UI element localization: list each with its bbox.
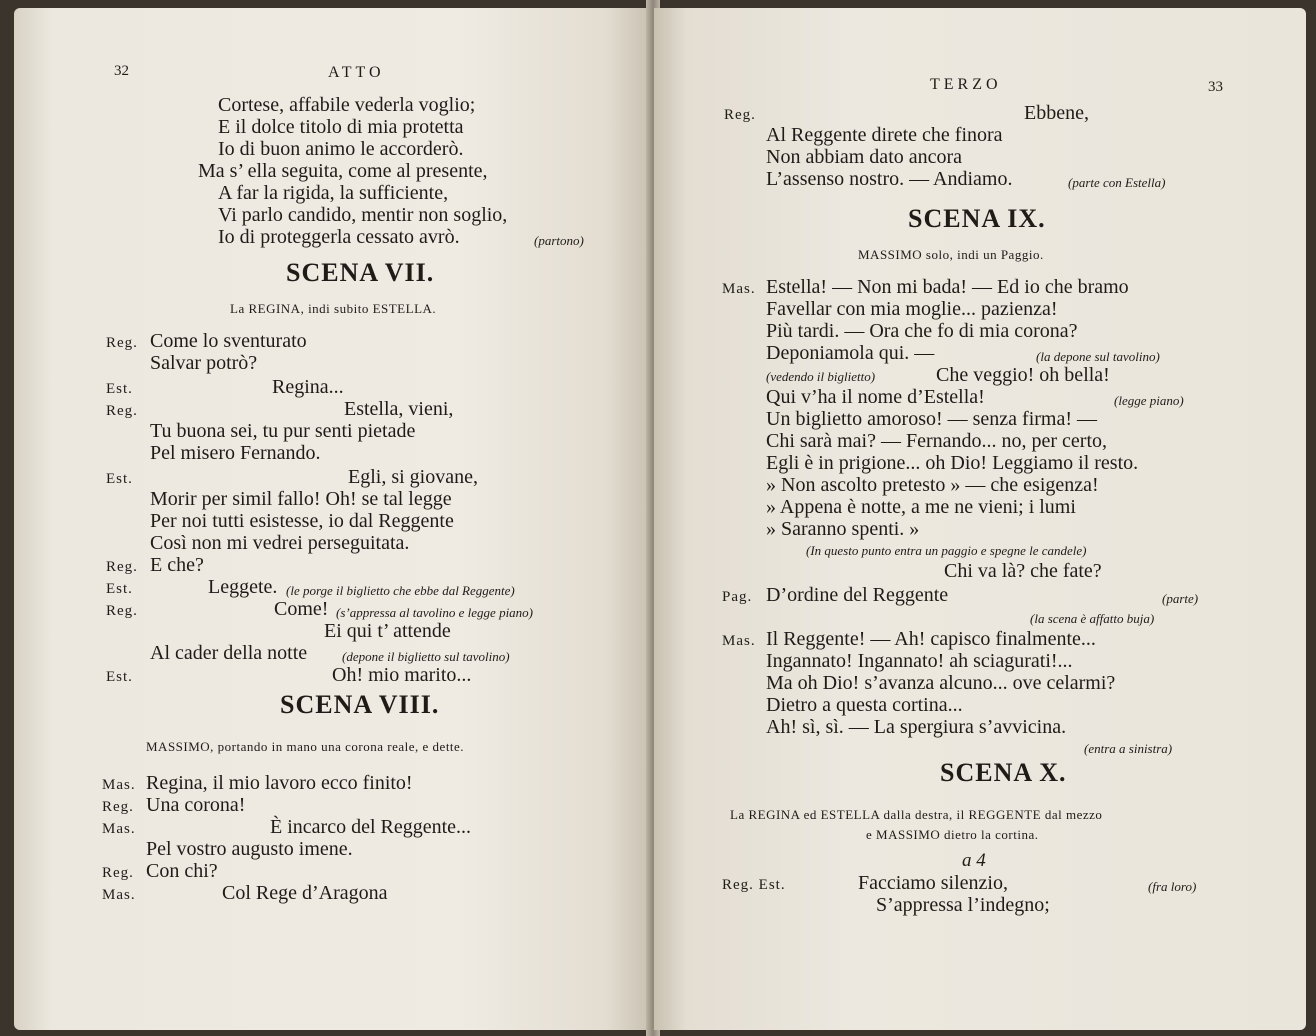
stage-direction: (le porge il biglietto che ebbe dal Reggente) — [286, 583, 515, 598]
scene-cast: MASSIMO, portando in mano una corona reale, e dette. — [146, 739, 465, 754]
verse-line: Deponiamola qui. — — [766, 342, 935, 364]
stage-direction: (la depone sul tavolino) — [1036, 349, 1160, 364]
verse-line: Estella! — Non mi bada! — Ed io che bramo — [766, 276, 1129, 298]
verse-line: Egli, si giovane, — [348, 466, 478, 488]
stage-direction: (la scena è affatto buja) — [1030, 611, 1155, 626]
speaker-label: Mas. — [722, 281, 756, 297]
verse-line: Che veggio! oh bella! — [936, 364, 1110, 386]
left-page — [14, 8, 650, 1030]
stage-direction: (s’appressa al tavolino e legge piano) — [336, 605, 534, 620]
stage-direction: (parte) — [1162, 591, 1199, 606]
speaker-label: Reg. Est. — [722, 877, 786, 893]
verse-line: Pel vostro augusto imene. — [146, 838, 353, 860]
scene-title: SCENA VIII. — [280, 690, 440, 719]
verse-line: Come lo sventurato — [150, 330, 307, 352]
ensemble-marker: a 4 — [962, 850, 986, 871]
speaker-label: Reg. — [102, 865, 134, 881]
verse-line: Io di buon animo le accorderò. — [218, 138, 464, 160]
speaker-label: Est. — [106, 581, 133, 597]
verse-line: Pel misero Fernando. — [150, 442, 321, 464]
verse-line: Per noi tutti esistesse, io dal Reggente — [150, 510, 454, 532]
right-page — [654, 8, 1306, 1030]
verse-line: Ma oh Dio! s’avanza alcuno... ove celarmi? — [766, 672, 1116, 694]
scene-title: SCENA X. — [940, 758, 1067, 787]
running-header-left: ATTO — [328, 64, 385, 81]
speaker-label: Mas. — [102, 821, 136, 837]
verse-line: Tu buona sei, tu pur senti pietade — [150, 420, 416, 442]
verse-line: Una corona! — [146, 794, 246, 816]
verse-line: Regina... — [272, 376, 344, 398]
verse-line: Ei qui t’ attende — [324, 620, 451, 642]
verse-line: L’assenso nostro. — Andiamo. — [766, 168, 1013, 190]
page-number-right: 33 — [1208, 79, 1223, 95]
verse-line: » Saranno spenti. » — [766, 518, 920, 540]
speaker-label: Reg. — [106, 559, 138, 575]
speaker-label: Reg. — [106, 403, 138, 419]
verse-line: Estella, vieni, — [344, 398, 454, 420]
verse-line: Ebbene, — [1024, 102, 1089, 124]
speaker-label: Est. — [106, 669, 133, 685]
running-header-right: TERZO — [930, 76, 1002, 93]
scene-cast: e MASSIMO dietro la cortina. — [866, 827, 1039, 842]
stage-direction: (In questo punto entra un paggio e spegne le candele) — [806, 543, 1087, 558]
stage-direction: (vedendo il biglietto) — [766, 369, 876, 384]
verse-line: Leggete. — [208, 576, 278, 598]
speaker-label: Pag. — [722, 589, 753, 605]
verse-line: È incarco del Reggente... — [270, 816, 472, 838]
verse-line: A far la rigida, la sufficiente, — [218, 182, 449, 204]
verse-line: Cortese, affabile vederla voglio; — [218, 94, 476, 116]
verse-line: Un biglietto amoroso! — senza firma! — — [766, 408, 1098, 430]
verse-line: E che? — [150, 554, 204, 576]
speaker-label: Mas. — [722, 633, 756, 649]
stage-direction: (partono) — [534, 233, 584, 248]
verse-line: Non abbiam dato ancora — [766, 146, 963, 168]
verse-line: Regina, il mio lavoro ecco finito! — [146, 772, 413, 794]
stage-direction: (legge piano) — [1114, 393, 1184, 408]
verse-line: Favellar con mia moglie... pazienza! — [766, 298, 1058, 320]
page-number-left: 32 — [114, 63, 129, 79]
verse-line: Vi parlo candido, mentir non soglio, — [218, 204, 508, 226]
verse-line: Morir per simil fallo! Oh! se tal legge — [150, 488, 452, 510]
speaker-label: Reg. — [102, 799, 134, 815]
verse-line: Al cader della notte — [150, 642, 308, 664]
stage-direction: (parte con Estella) — [1068, 175, 1166, 190]
verse-line: Chi sarà mai? — Fernando... no, per certo, — [766, 430, 1108, 452]
verse-line: Ingannato! Ingannato! ah sciagurati!... — [766, 650, 1073, 672]
scene-cast: La REGINA, indi subito ESTELLA. — [230, 301, 437, 316]
verse-line: Io di proteggerla cessato avrò. — [218, 226, 460, 248]
verse-line: Col Rege d’Aragona — [222, 882, 388, 904]
scene-cast: MASSIMO solo, indi un Paggio. — [858, 247, 1044, 262]
verse-line: Ma s’ ella seguita, come al presente, — [198, 160, 488, 182]
speaker-label: Mas. — [102, 777, 136, 793]
verse-line: Qui v’ha il nome d’Estella! — [766, 386, 985, 408]
verse-line: Dietro a questa cortina... — [766, 694, 963, 716]
verse-line: Come! — [274, 598, 329, 620]
speaker-label: Reg. — [106, 335, 138, 351]
verse-line: S’appressa l’indegno; — [876, 894, 1050, 916]
verse-line: Con chi? — [146, 860, 218, 882]
verse-line: » Appena è notte, a me ne vieni; i lumi — [766, 496, 1076, 518]
verse-line: Salvar potrò? — [150, 352, 258, 374]
verse-line: Così non mi vedrei perseguitata. — [150, 532, 410, 554]
scene-title: SCENA IX. — [908, 204, 1046, 233]
stage-direction: (fra loro) — [1148, 879, 1197, 894]
verse-line: Al Reggente direte che finora — [766, 124, 1003, 146]
verse-line: Egli è in prigione... oh Dio! Leggiamo il resto. — [766, 452, 1139, 474]
verse-line: Oh! mio marito... — [332, 664, 472, 686]
speaker-label: Mas. — [102, 887, 136, 903]
scene-title: SCENA VII. — [286, 258, 435, 287]
speaker-label: Est. — [106, 381, 133, 397]
verse-line: Ah! sì, sì. — La spergiura s’avvicina. — [766, 716, 1067, 738]
verse-line: Il Reggente! — Ah! capisco finalmente... — [766, 628, 1096, 650]
speaker-label: Est. — [106, 471, 133, 487]
speaker-label: Reg. — [106, 603, 138, 619]
scene-cast: La REGINA ed ESTELLA dalla destra, il REGGENTE dal mezzo — [730, 807, 1103, 822]
verse-line: D’ordine del Reggente — [766, 584, 949, 606]
speaker-label: Reg. — [724, 107, 756, 123]
stage-direction: (depone il biglietto sul tavolino) — [342, 649, 510, 664]
verse-line: E il dolce titolo di mia protetta — [218, 116, 464, 138]
verse-line: Facciamo silenzio, — [858, 872, 1008, 894]
stage-direction: (entra a sinistra) — [1084, 741, 1173, 756]
verse-line: » Non ascolto pretesto » — che esigenza! — [766, 474, 1099, 496]
verse-line: Chi va là? che fate? — [944, 560, 1102, 582]
verse-line: Più tardi. — Ora che fo di mia corona? — [766, 320, 1078, 342]
